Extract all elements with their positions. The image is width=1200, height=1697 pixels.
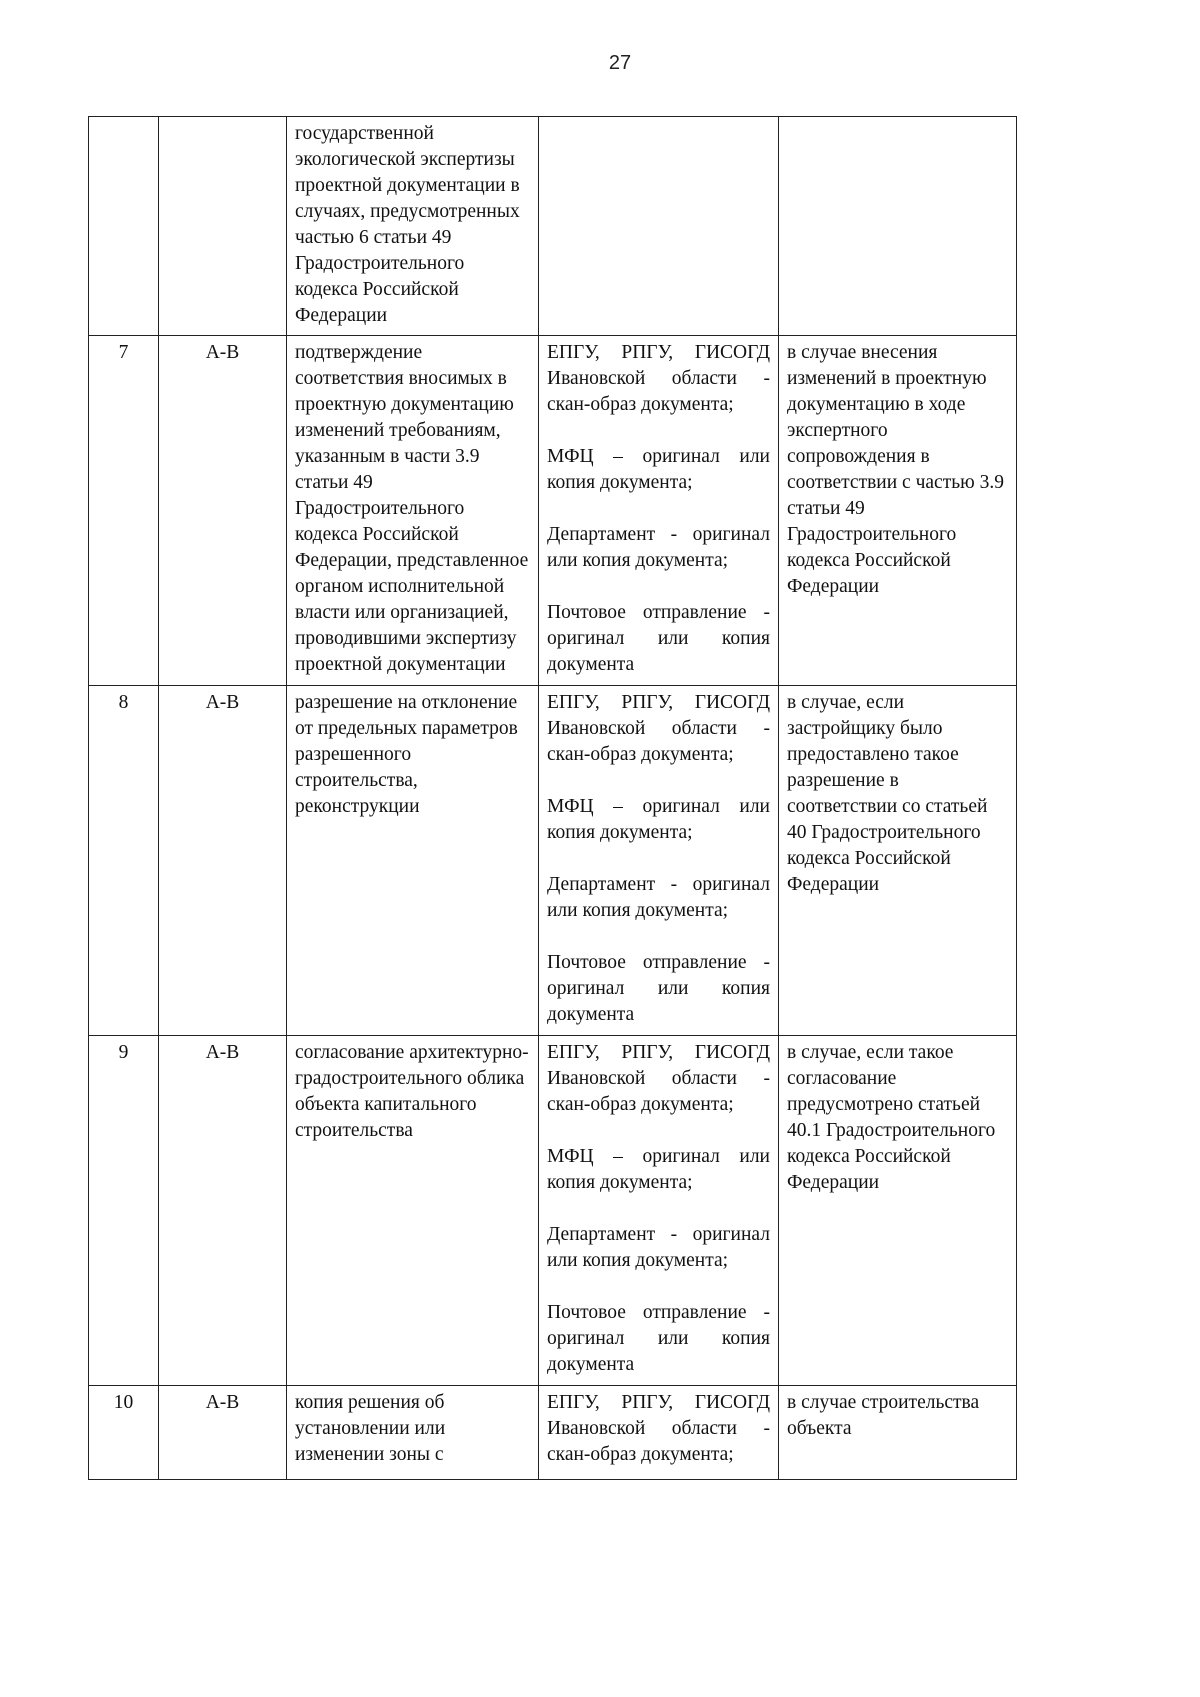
- row-number-cell: 9: [89, 1036, 159, 1386]
- table-row: [89, 117, 1017, 336]
- submission-way-item: ЕПГУ, РПГУ, ГИСОГД Ивановской области - скан-образ документа;: [547, 1392, 770, 1465]
- submission-way-item: Почтовое отправление - оригинал или копия документа: [547, 952, 770, 1025]
- table-row: [89, 1036, 1017, 1386]
- table-row: [89, 1386, 1017, 1480]
- submission-way-item: Департамент - оригинал или копия документа;: [547, 874, 770, 921]
- document-name-cell: разрешение на отклонение от предельных параметров разрешенного строительства, реконструкции: [287, 686, 539, 1036]
- row-number-cell: [89, 117, 159, 336]
- submission-way-item: Департамент - оригинал или копия документа;: [547, 1224, 770, 1271]
- submission-way-item: ЕПГУ, РПГУ, ГИСОГД Ивановской области - скан-образ документа;: [547, 692, 770, 765]
- submission-way-item: МФЦ – оригинал или копия документа;: [547, 796, 770, 843]
- row-number-cell: 7: [89, 336, 159, 686]
- row-number-cell: 8: [89, 686, 159, 1036]
- submission-way-item: ЕПГУ, РПГУ, ГИСОГД Ивановской области - скан-образ документа;: [547, 1042, 770, 1115]
- submission-ways-cell: [539, 336, 779, 686]
- document-name-cell: согласование архитектурно-градостроительного облика объекта капитального строительства: [287, 1036, 539, 1386]
- page-number: 27: [608, 52, 632, 74]
- table-row: [89, 686, 1017, 1036]
- submission-ways-cell: [539, 1386, 779, 1480]
- submission-ways-cell: [539, 686, 779, 1036]
- row-code-cell: [159, 117, 287, 336]
- document-name-cell: государственной экологической экспертизы проектной документации в случаях, предусмотренных частью 6 статьи 49 Градостроительного кодекса Российской Федерации: [287, 117, 539, 336]
- submission-way-item: МФЦ – оригинал или копия документа;: [547, 446, 770, 493]
- document-name-cell: подтверждение соответствия вносимых в проектную документацию изменений требованиям, указанным в части 3.9 статьи 49 Градостроительного кодекса Российской Федерации, представленное органом исполнительной власти или организацией, проводившими экспертизу проектной документации: [287, 336, 539, 686]
- condition-cell: в случае, если застройщику было предоставлено такое разрешение в соответствии со статьей 40 Градостроительного кодекса Российской Федерации: [779, 686, 1017, 1036]
- row-code-cell: А-В: [159, 1036, 287, 1386]
- submission-way-item: МФЦ – оригинал или копия документа;: [547, 1146, 770, 1193]
- condition-cell: [779, 117, 1017, 336]
- submission-ways-cell: [539, 117, 779, 336]
- condition-cell: в случае строительства объекта: [779, 1386, 1017, 1480]
- table-row: [89, 336, 1017, 686]
- submission-way-item: Почтовое отправление - оригинал или копия документа: [547, 602, 770, 675]
- submission-ways-cell: [539, 1036, 779, 1386]
- documents-table: [88, 116, 1017, 1480]
- condition-cell: в случае внесения изменений в проектную документацию в ходе экспертного сопровождения в соответствии с частью 3.9 статьи 49 Градостроительного кодекса Российской Федерации: [779, 336, 1017, 686]
- row-code-cell: А-В: [159, 1386, 287, 1480]
- submission-way-item: Департамент - оригинал или копия документа;: [547, 524, 770, 571]
- submission-way-item: Почтовое отправление - оригинал или копия документа: [547, 1302, 770, 1375]
- document-name-cell: копия решения об установлении или изменении зоны с: [287, 1386, 539, 1480]
- row-code-cell: А-В: [159, 336, 287, 686]
- submission-way-item: ЕПГУ, РПГУ, ГИСОГД Ивановской области - скан-образ документа;: [547, 342, 770, 415]
- condition-cell: в случае, если такое согласование предусмотрено статьей 40.1 Градостроительного кодекса Российской Федерации: [779, 1036, 1017, 1386]
- row-code-cell: А-В: [159, 686, 287, 1036]
- row-number-cell: 10: [89, 1386, 159, 1480]
